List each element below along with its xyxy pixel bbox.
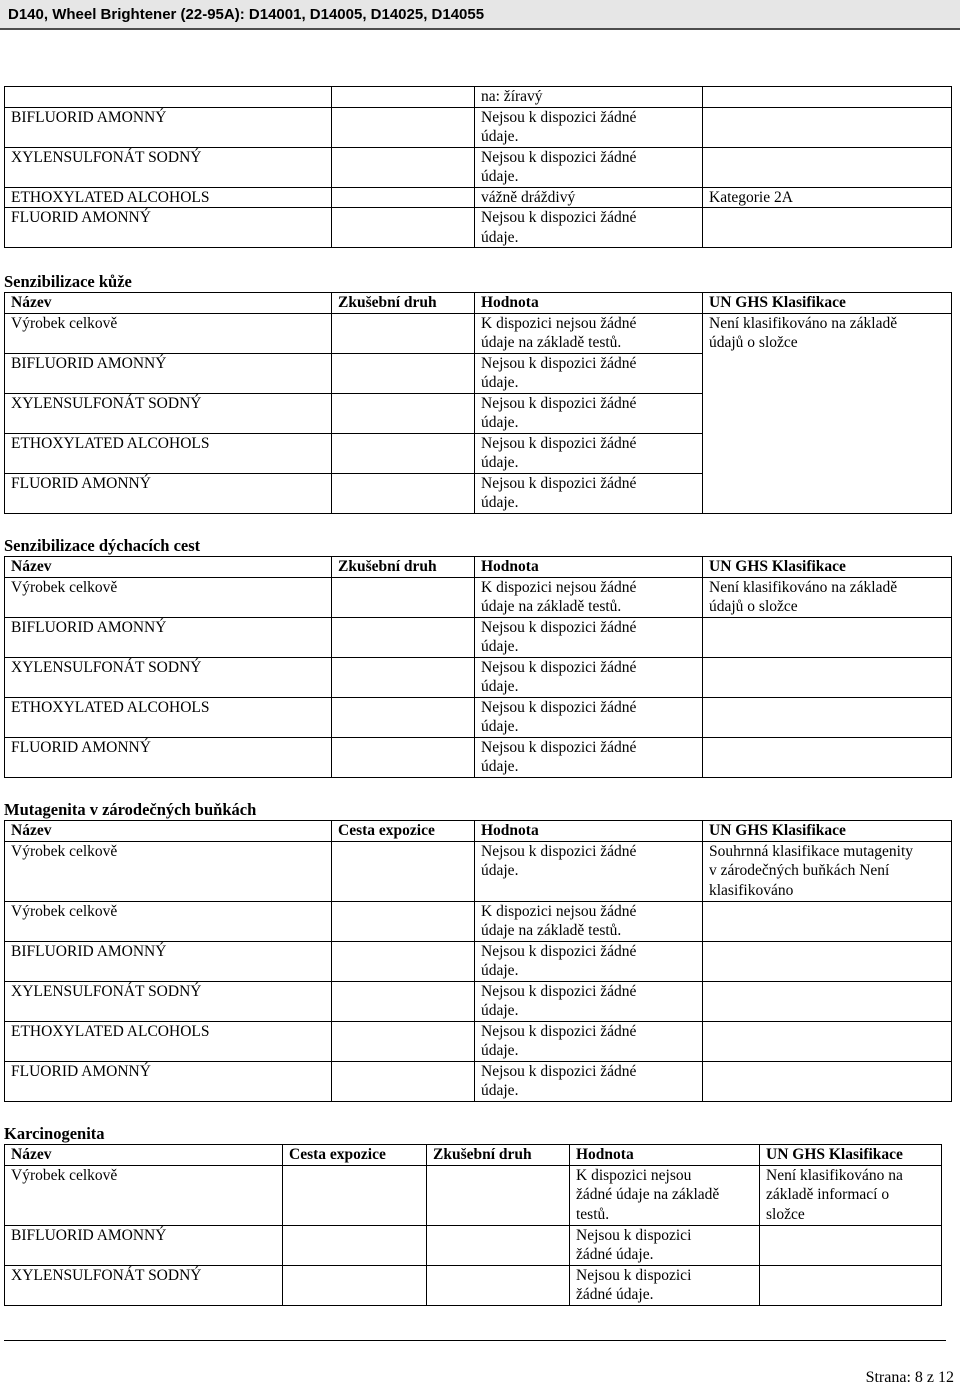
value-cell (475, 313, 703, 353)
value-cell (475, 208, 703, 248)
route-cell (332, 981, 475, 1021)
name-cell: Výrobek celkově (5, 901, 332, 941)
value-cell (475, 1021, 703, 1061)
table-row (5, 147, 952, 187)
value-line: K dispozici nejsou žádné (481, 578, 637, 596)
classification-cell (703, 1061, 952, 1101)
document-title: D140, Wheel Brightener (22-95A): D14001, D14005, D14025, D14055 (8, 6, 485, 23)
route-cell (283, 1165, 427, 1225)
classification-line: Souhrnná klasifikace mutagenity (709, 842, 914, 860)
classification-cell (760, 1265, 942, 1305)
classification-cell (703, 901, 952, 941)
classification-cell (703, 208, 952, 248)
column-header: Hodnota (570, 1145, 760, 1166)
value-line: Nejsou k dispozici žádné (481, 842, 637, 860)
section-title-skin: Senzibilizace kůže (4, 272, 132, 291)
value-line: Nejsou k dispozici žádné (481, 108, 637, 126)
column-header: Cesta expozice (283, 1145, 427, 1166)
value-line: údaje. (481, 494, 519, 511)
column-header: UN GHS Klasifikace (703, 293, 952, 314)
value-line: údaje. (481, 228, 519, 246)
classification-cell (703, 981, 952, 1021)
value-line: Nejsou k dispozici žádné (481, 209, 637, 226)
table-row (5, 107, 952, 147)
classification-cell (760, 1225, 942, 1265)
classification-line: údajů o složce (709, 334, 798, 351)
test-type-cell (332, 737, 475, 777)
name-cell: ETHOXYLATED ALCOHOLS (5, 433, 332, 473)
name-cell: BIFLUORID AMONNÝ (5, 617, 332, 657)
value-line: údaje. (481, 962, 519, 979)
value-line: Nejsou k dispozici žádné (481, 982, 637, 1000)
route-cell (283, 1265, 427, 1305)
column-header: Hodnota (475, 293, 703, 314)
table-header-row (5, 821, 952, 842)
name-cell: XYLENSULFONÁT SODNÝ (5, 147, 332, 187)
value-line: údaje. (481, 1002, 519, 1019)
table-row (5, 208, 952, 248)
name-cell: Výrobek celkově (5, 313, 332, 353)
name-cell: ETHOXYLATED ALCOHOLS (5, 697, 332, 737)
value-cell (570, 1225, 760, 1265)
name-cell: Výrobek celkově (5, 577, 332, 617)
value-cell (475, 697, 703, 737)
route-cell (332, 941, 475, 981)
column-header: Cesta expozice (332, 821, 475, 842)
value-cell (475, 433, 703, 473)
column-header: Zkušební druh (427, 1145, 570, 1166)
table-row (5, 901, 952, 941)
table-row (5, 313, 952, 353)
value-cell (570, 1265, 760, 1305)
value-line: údaje na základě testů. (481, 922, 622, 939)
column-header: Název (5, 821, 332, 842)
value-cell (475, 901, 703, 941)
value-line: údaje. (481, 678, 519, 695)
name-cell: FLUORID AMONNÝ (5, 473, 332, 513)
classification-line: Není klasifikováno na základě (709, 314, 898, 332)
value-cell (475, 473, 703, 513)
name-cell: Výrobek celkově (5, 841, 332, 901)
value-line: údaje na základě testů. (481, 598, 622, 615)
classification-cell (703, 941, 952, 981)
value-line: údaje. (481, 718, 519, 735)
test-type-cell (332, 577, 475, 617)
value-cell (475, 87, 703, 108)
value-line: K dispozici nejsou žádné (481, 902, 637, 920)
value-cell (475, 1061, 703, 1101)
value-cell (475, 577, 703, 617)
name-cell: FLUORID AMONNÝ (5, 1061, 332, 1101)
column-header: Název (5, 1145, 283, 1166)
value-cell (475, 107, 703, 147)
column-header: Název (5, 293, 332, 314)
classification-line: Není klasifikováno na základě (709, 578, 898, 596)
route-cell (332, 107, 475, 147)
column-header: Hodnota (475, 557, 703, 578)
document-header (0, 0, 960, 30)
value-line: Nejsou k dispozici žádné (481, 1022, 637, 1040)
value-line: Nejsou k dispozici (576, 1266, 692, 1284)
value-cell (475, 841, 703, 901)
value-line: Nejsou k dispozici žádné (481, 618, 637, 636)
carcinogenicity-table (4, 1144, 942, 1306)
value-line: údaje. (481, 1042, 519, 1059)
classification-line: klasifikováno (709, 881, 794, 899)
route-cell (332, 901, 475, 941)
value-cell (475, 353, 703, 393)
value-line: testů. (576, 1205, 610, 1223)
value-line: údaje. (481, 638, 519, 655)
table-row (5, 841, 952, 901)
value-line: na: žíravý (481, 88, 543, 105)
column-header: UN GHS Klasifikace (703, 557, 952, 578)
value-line: údaje. (481, 414, 519, 431)
table-row (5, 1265, 942, 1305)
test-type-cell (427, 1265, 570, 1305)
value-line: K dispozici nejsou žádné (481, 314, 637, 332)
route-cell (332, 1021, 475, 1061)
table-row (5, 1165, 942, 1225)
classification-cell: Kategorie 2A (703, 187, 952, 208)
test-type-cell (332, 433, 475, 473)
name-cell (5, 87, 332, 108)
table-row (5, 737, 952, 777)
table-row (5, 697, 952, 737)
name-cell: XYLENSULFONÁT SODNÝ (5, 1265, 283, 1305)
value-line: údaje. (481, 1082, 519, 1099)
value-line: údaje. (481, 128, 519, 145)
name-cell: XYLENSULFONÁT SODNÝ (5, 981, 332, 1021)
route-cell (332, 1061, 475, 1101)
section-title-mutagenicity: Mutagenita v zárodečných buňkách (4, 800, 257, 819)
name-cell: XYLENSULFONÁT SODNÝ (5, 657, 332, 697)
value-line: žádné údaje. (576, 1286, 654, 1303)
value-cell (475, 657, 703, 697)
table-row (5, 187, 952, 208)
value-line: Nejsou k dispozici žádné (481, 394, 637, 412)
column-header: UN GHS Klasifikace (703, 821, 952, 842)
classification-cell (703, 697, 952, 737)
column-header: Zkušební druh (332, 557, 475, 578)
mutagenicity-table (4, 820, 952, 1102)
value-line: vážně dráždivý (481, 188, 576, 206)
table-row (5, 577, 952, 617)
classification-cell (703, 657, 952, 697)
section-title-respiratory: Senzibilizace dýchacích cest (4, 536, 201, 555)
route-cell (283, 1225, 427, 1265)
value-cell (475, 393, 703, 433)
column-header: UN GHS Klasifikace (760, 1145, 942, 1166)
route-cell (332, 147, 475, 187)
name-cell: FLUORID AMONNÝ (5, 737, 332, 777)
test-type-cell (332, 393, 475, 433)
value-line: K dispozici nejsou (576, 1166, 692, 1184)
name-cell: BIFLUORID AMONNÝ (5, 353, 332, 393)
test-type-cell (427, 1165, 570, 1225)
classification-cell (703, 577, 952, 617)
route-cell (332, 841, 475, 901)
table-row (5, 941, 952, 981)
name-cell: Výrobek celkově (5, 1165, 283, 1225)
name-cell: BIFLUORID AMONNÝ (5, 941, 332, 981)
classification-line: v zárodečných buňkách Není (709, 862, 890, 879)
table-row (5, 1225, 942, 1265)
value-line: Nejsou k dispozici žádné (481, 354, 637, 372)
value-line: Nejsou k dispozici žádné (481, 942, 637, 960)
table-row (5, 1061, 952, 1101)
classification-cell (703, 313, 952, 513)
page-number: Strana: 8 z 12 (865, 1369, 954, 1386)
classification-cell (703, 87, 952, 108)
value-cell (475, 187, 703, 208)
value-line: Nejsou k dispozici žádné (481, 698, 637, 716)
test-type-cell (332, 353, 475, 393)
value-cell (475, 737, 703, 777)
value-line: Nejsou k dispozici žádné (481, 148, 637, 166)
value-line: Nejsou k dispozici žádné (481, 1062, 637, 1080)
name-cell: FLUORID AMONNÝ (5, 208, 332, 248)
value-line: Nejsou k dispozici žádné (481, 434, 637, 452)
classification-line: základě informací o (766, 1186, 890, 1203)
value-cell (475, 981, 703, 1021)
value-line: Nejsou k dispozici žádné (481, 474, 637, 492)
column-header: Zkušební druh (332, 293, 475, 314)
value-cell (475, 941, 703, 981)
eye-irritation-table (4, 86, 952, 248)
name-cell: XYLENSULFONÁT SODNÝ (5, 393, 332, 433)
value-line: žádné údaje na základě (576, 1186, 720, 1203)
table-header-row (5, 557, 952, 578)
route-cell (332, 208, 475, 248)
name-cell: BIFLUORID AMONNÝ (5, 107, 332, 147)
table-row (5, 1021, 952, 1061)
classification-cell (703, 737, 952, 777)
route-cell (332, 187, 475, 208)
value-cell (570, 1165, 760, 1225)
test-type-cell (332, 617, 475, 657)
classification-line: Není klasifikováno na (766, 1166, 903, 1184)
test-type-cell (332, 473, 475, 513)
classification-cell (703, 147, 952, 187)
column-header: Hodnota (475, 821, 703, 842)
classification-cell (703, 1021, 952, 1061)
skin-sensitization-table (4, 292, 952, 514)
table-header-row (5, 293, 952, 314)
value-line: údaje. (481, 454, 519, 471)
respiratory-sensitization-table (4, 556, 952, 778)
value-line: Nejsou k dispozici (576, 1226, 692, 1244)
name-cell: ETHOXYLATED ALCOHOLS (5, 187, 332, 208)
table-row (5, 617, 952, 657)
value-line: Nejsou k dispozici žádné (481, 658, 637, 676)
footer-divider (4, 1340, 946, 1341)
table-row (5, 87, 952, 108)
value-line: žádné údaje. (576, 1246, 654, 1263)
classification-cell (703, 617, 952, 657)
table-row (5, 657, 952, 697)
table-row (5, 981, 952, 1021)
table-header-row (5, 1145, 942, 1166)
classification-cell (760, 1165, 942, 1225)
classification-line: údajů o složce (709, 598, 798, 615)
classification-cell (703, 841, 952, 901)
route-cell (332, 87, 475, 108)
test-type-cell (332, 313, 475, 353)
test-type-cell (427, 1225, 570, 1265)
value-line: Nejsou k dispozici žádné (481, 738, 637, 756)
name-cell: ETHOXYLATED ALCOHOLS (5, 1021, 332, 1061)
value-cell (475, 617, 703, 657)
test-type-cell (332, 697, 475, 737)
value-line: údaje. (481, 758, 519, 775)
name-cell: BIFLUORID AMONNÝ (5, 1225, 283, 1265)
value-line: údaje. (481, 374, 519, 391)
value-line: údaje. (481, 168, 519, 185)
section-title-carcinogenicity: Karcinogenita (4, 1124, 105, 1143)
classification-cell (703, 107, 952, 147)
column-header: Název (5, 557, 332, 578)
value-line: údaje na základě testů. (481, 334, 622, 351)
value-line: údaje. (481, 862, 519, 879)
classification-line: složce (766, 1205, 805, 1223)
value-cell (475, 147, 703, 187)
test-type-cell (332, 657, 475, 697)
